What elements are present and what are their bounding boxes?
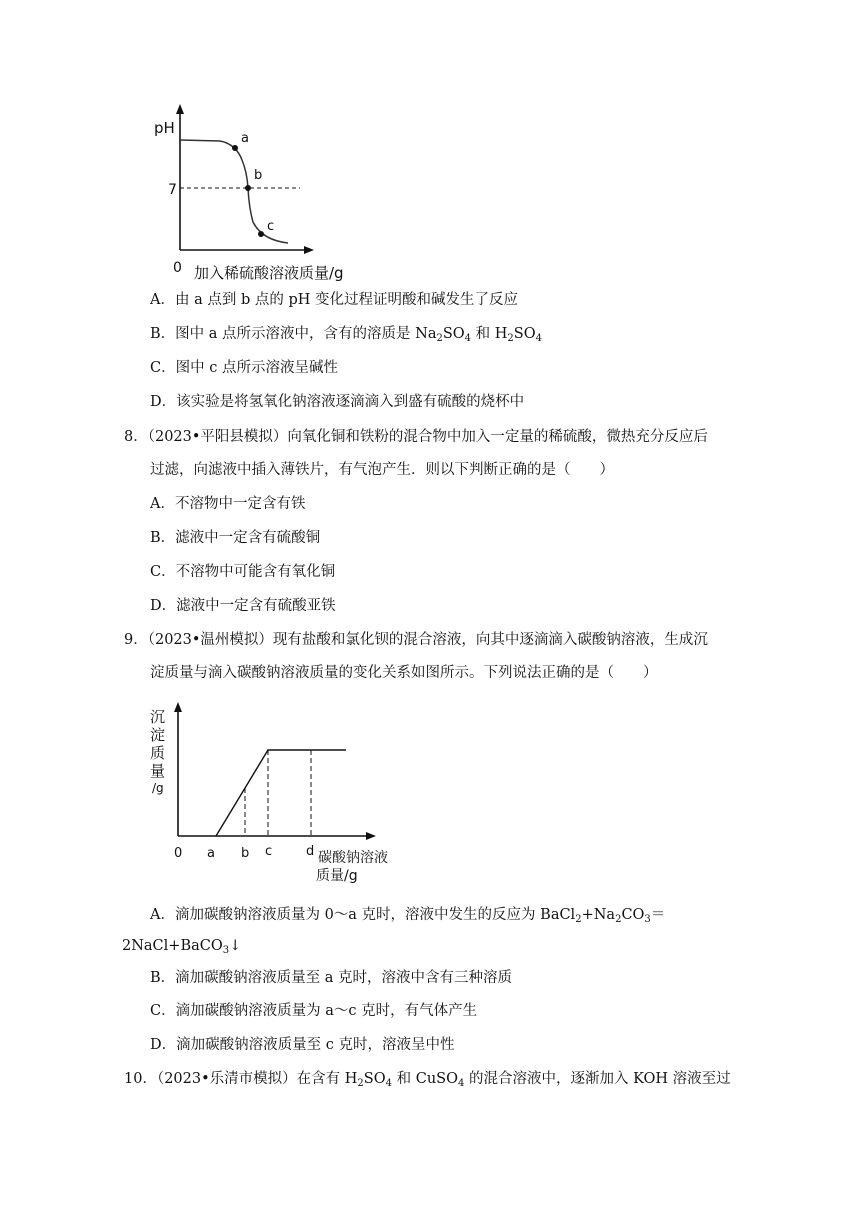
q8-option-c: C．不溶物中可能含有氧化铜 xyxy=(150,564,336,580)
y-axis-label: pH xyxy=(154,119,175,137)
x-axis-arrow xyxy=(304,246,314,254)
tick-d: d xyxy=(306,844,315,859)
x-label-line2: 质量/g xyxy=(316,868,358,884)
q9-option-c: C．滴加碳酸钠溶液质量为 a～c 克时，有气体产生 xyxy=(150,1003,478,1019)
q8-option-b: B．滤液中一定含有硫酸铜 xyxy=(150,530,321,546)
q8-stem-line2: 过滤，向滤液中插入薄铁片，有气泡产生．则以下判断正确的是（ ） xyxy=(150,462,614,478)
y-axis-arrow xyxy=(174,702,182,712)
q8-stem-line1: 8．（2023•平阳县模拟）向氧化铜和铁粉的混合物中加入一定量的稀硫酸，微热充分反应后 xyxy=(124,429,708,445)
q7-option-a: A．由 a 点到 b 点的 pH 变化过程证明酸和碱发生了反应 xyxy=(150,292,518,308)
q8-option-a: A．不溶物中一定含有铁 xyxy=(150,496,306,512)
label-c: c xyxy=(267,219,275,234)
q9-stem-line2: 淀质量与滴入碳酸钠溶液质量的变化关系如图所示。下列说法正确的是（ ） xyxy=(150,665,658,681)
q7-option-d: D．该实验是将氢氧化钠溶液逐滴滴入到盛有硫酸的烧杯中 xyxy=(150,394,525,410)
q10-stem-line1: 10．（2023•乐清市模拟）在含有 $H_2SO_4$ 和 CuSO$_4$ 的混合溶液中，逐渐加入 KOH 溶液至过 xyxy=(124,1071,731,1089)
q8-option-d: D．滤液中一定含有硫酸亚铁 xyxy=(150,598,336,614)
precipitate-line xyxy=(216,750,346,836)
ph-curve-figure xyxy=(140,100,380,285)
x-axis-arrow xyxy=(366,832,376,840)
label-a: a xyxy=(241,131,249,146)
y-label-3: 质 xyxy=(150,744,166,762)
point-a xyxy=(232,145,238,151)
q9-option-a-line2: 2NaCl+BaCO$_3$↓ xyxy=(122,938,242,956)
q9-stem-line1: 9．（2023•温州模拟）现有盐酸和氯化钡的混合溶液，向其中逐滴滴入碳酸钠溶液，生成沉 xyxy=(124,632,708,648)
y-label-2: 淀 xyxy=(150,726,166,744)
q7-option-c: C．图中 c 点所示溶液呈碱性 xyxy=(150,360,338,376)
origin-label: 0 xyxy=(173,260,182,276)
y-label-4: 量 xyxy=(150,762,166,780)
y-label-1: 沉 xyxy=(150,708,166,726)
y-label-5: /g xyxy=(152,781,164,795)
x-axis-label: 加入稀硫酸溶液质量/g xyxy=(194,264,344,282)
q9-option-b: B．滴加碳酸钠溶液质量至 a 克时，溶液中含有三种溶质 xyxy=(150,970,513,986)
precipitate-figure xyxy=(140,700,410,890)
point-b xyxy=(245,185,251,191)
label-b: b xyxy=(254,168,263,183)
ph7-label: 7 xyxy=(168,182,177,198)
q9-option-a-line1: A．滴加碳酸钠溶液质量为 0～a 克时，溶液中发生的反应为 $BaCl_2+Na_2CO_3=$ xyxy=(150,907,666,925)
point-c xyxy=(258,231,264,237)
tick-b: b xyxy=(241,846,250,861)
q9-option-d: D．滴加碳酸钠溶液质量至 c 克时，溶液呈中性 xyxy=(150,1037,455,1053)
tick-c: c xyxy=(265,844,273,859)
origin-label: 0 xyxy=(174,846,183,861)
tick-a: a xyxy=(207,846,215,861)
q7-option-b: B．图中 a 点所示溶液中，含有的溶质是 $Na_2SO_4$ 和 $H_2SO_4$ xyxy=(150,326,542,344)
x-label-line1: 碳酸钠溶液 xyxy=(318,850,388,866)
y-axis-arrow xyxy=(176,104,184,114)
